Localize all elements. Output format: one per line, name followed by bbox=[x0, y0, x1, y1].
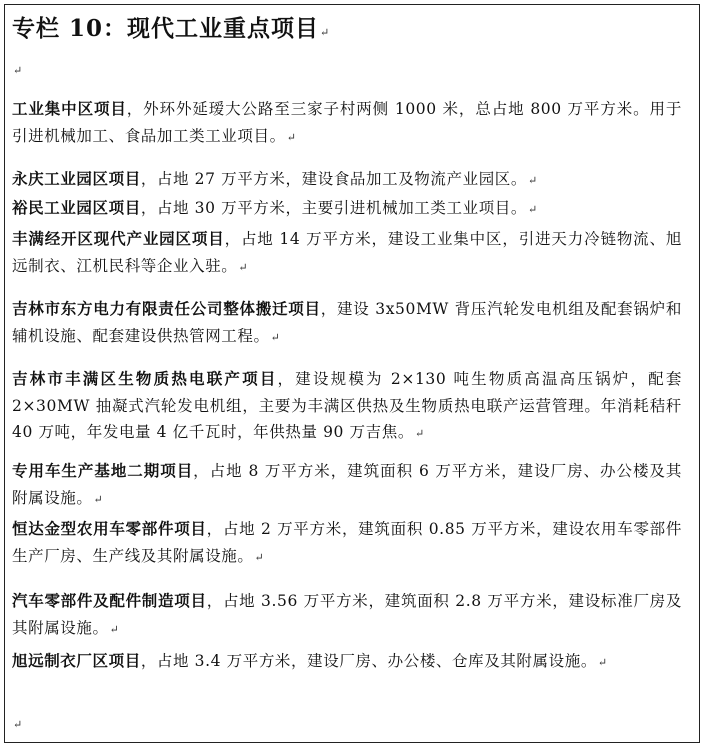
paragraph-mark: ↵ bbox=[528, 174, 538, 187]
project-description: ，占地 27 万平方米，建设食品加工及物流产业园区。 bbox=[140, 170, 527, 188]
project-item bbox=[12, 648, 682, 677]
project-description: ，占地 3.56 万平方米，建筑面积 2.8 万平方米，建设标准厂房及其附属设施。 bbox=[12, 592, 682, 637]
title-text: 专栏 10：现代工业重点项目 bbox=[12, 15, 320, 42]
project-description: ，建设 3x50MW 背压汽轮发电机组及配套锅炉和辅机设施、配套建设供热管网工程。 bbox=[12, 300, 683, 345]
paragraph-mark: ↵ bbox=[414, 427, 425, 440]
project-name: 专用车生产基地二期项目 bbox=[12, 461, 194, 480]
project-item bbox=[12, 96, 682, 151]
paragraph-mark: ↵ bbox=[238, 260, 249, 274]
paragraph-mark: ↵ bbox=[13, 64, 23, 77]
project-item bbox=[12, 366, 682, 448]
project-description: ，外环外延瑷大公路至三家子村两侧 1000 米，总占地 800 万平方米。用于引进机械加工、食品加工类工业项目。 bbox=[12, 100, 682, 145]
paragraph-mark: ↵ bbox=[597, 656, 608, 669]
project-item bbox=[12, 166, 682, 195]
paragraph-mark: ↵ bbox=[13, 718, 23, 731]
project-name: 旭远制衣厂区项目 bbox=[12, 651, 141, 670]
project-description: ，建设规模为 2×130 吨生物质高温高压锅炉，配套 2×30MW 抽凝式汽轮发电机组，主要为丰满区供热及生物质热电联产运营管理。年消耗秸秆 40 万吨，年发电量 4 亿千瓦时，年供热量 90 万吉焦。 bbox=[12, 370, 682, 441]
project-description: ，占地 3.4 万平方米，建设厂房、办公楼、仓库及其附属设施。 bbox=[140, 652, 597, 670]
project-name: 丰满经开区现代产业园区项目 bbox=[12, 229, 225, 248]
paragraph-mark: ↵ bbox=[528, 203, 538, 216]
paragraph-mark: ↵ bbox=[270, 330, 281, 344]
paragraph-mark: ↵ bbox=[109, 622, 120, 636]
project-name: 工业集中区项目 bbox=[12, 99, 127, 118]
project-name: 裕民工业园区项目 bbox=[12, 198, 141, 217]
paragraph-mark: ↵ bbox=[286, 130, 297, 144]
paragraph-mark: ↵ bbox=[93, 492, 104, 506]
project-item bbox=[12, 588, 682, 643]
project-name: 吉林市丰满区生物质热电联产项目 bbox=[12, 369, 278, 388]
project-name: 永庆工业园区项目 bbox=[12, 169, 141, 188]
project-item bbox=[12, 516, 682, 571]
blank-line bbox=[12, 718, 22, 731]
project-description: ，占地 14 万平方米，建设工业集中区，引进天力冷链物流、旭远制衣、江机民科等企业入驻。 bbox=[12, 230, 682, 275]
project-name: 吉林市东方电力有限责任公司整体搬迁项目 bbox=[12, 299, 321, 318]
project-description: ，占地 30 万平方米，主要引进机械加工类工业项目。 bbox=[140, 199, 527, 217]
project-item bbox=[12, 195, 682, 224]
project-name: 汽车零部件及配件制造项目 bbox=[12, 591, 207, 610]
box-title bbox=[12, 10, 330, 43]
paragraph-mark: ↵ bbox=[320, 26, 331, 39]
project-description: ，占地 8 万平方米，建筑面积 6 万平方米，建设厂房、办公楼及其附属设施。 bbox=[12, 462, 682, 507]
paragraph-mark: ↵ bbox=[254, 550, 265, 564]
blank-line bbox=[12, 64, 22, 77]
project-description: ，占地 2 万平方米，建筑面积 0.85 万平方米，建设农用车零部件生产厂房、生产线及其附属设施。 bbox=[12, 520, 683, 565]
project-name: 恒达金型农用车零部件项目 bbox=[12, 519, 207, 538]
project-item bbox=[12, 296, 682, 351]
project-item bbox=[12, 458, 682, 513]
project-item bbox=[12, 226, 682, 281]
